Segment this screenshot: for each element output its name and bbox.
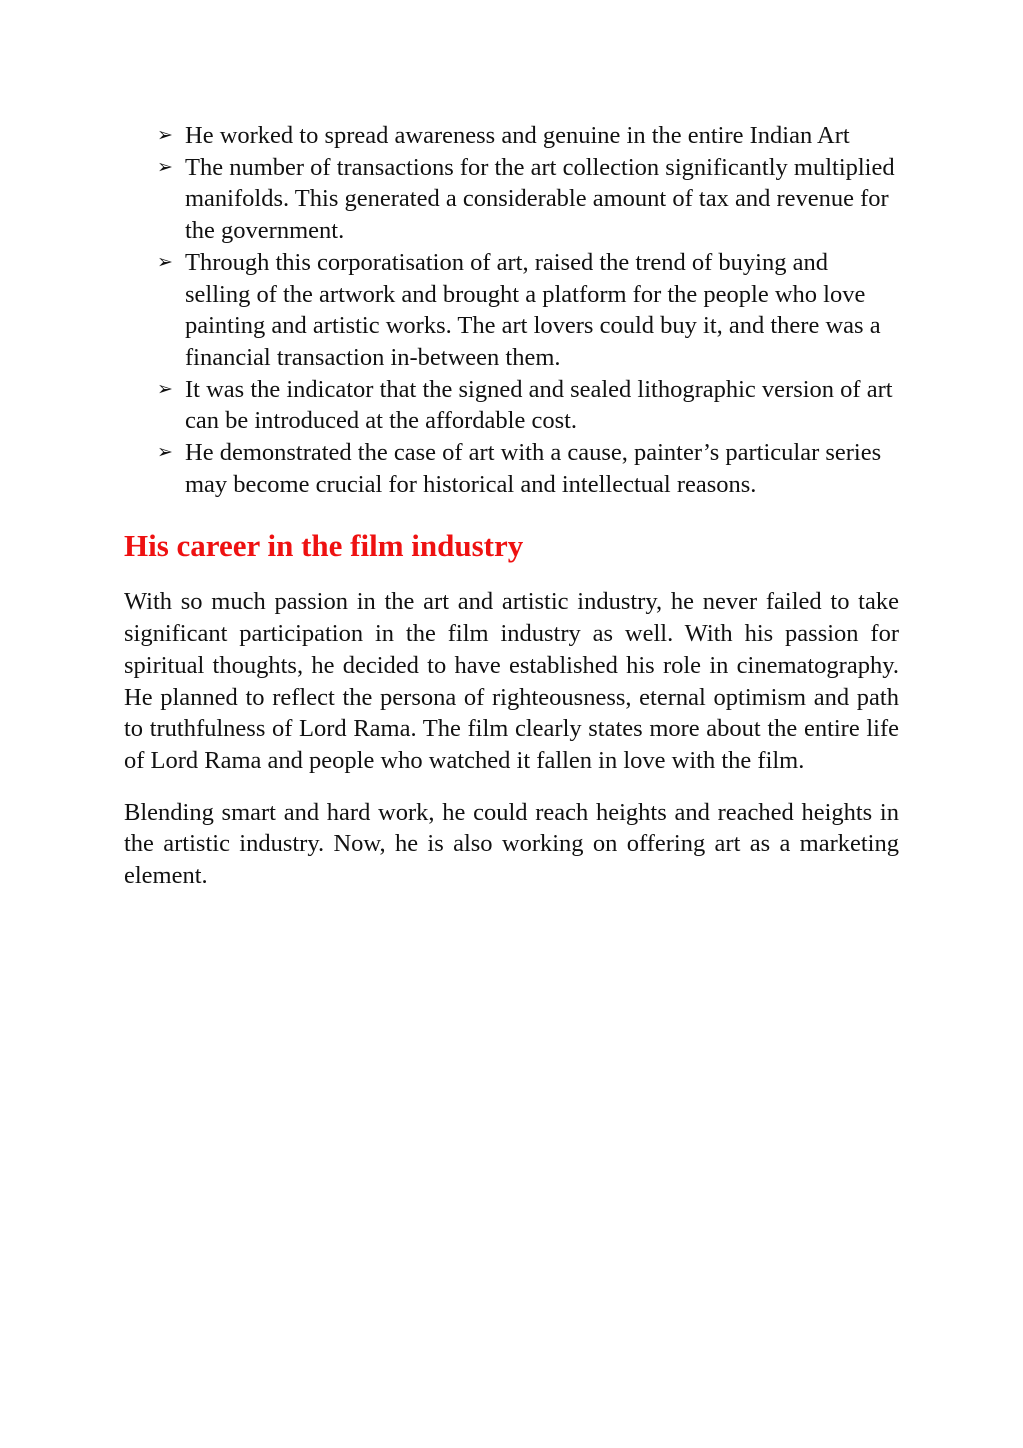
list-item: [157, 152, 899, 247]
section-heading: His career in the film industry: [124, 528, 524, 564]
body-paragraph: Blending smart and hard work, he could reach heights and reached heights in the artistic industry. Now, he is also working on offering art as a marketing element.: [124, 798, 899, 890]
arrowhead-bullet-icon: ➢: [157, 124, 173, 146]
bullet-text: Through this corporatisation of art, raised the trend of buying and selling of the artwork and brought a platform for the people who love painting and artistic works. The art lovers could buy it, and there was a financial transaction in-between them.: [185, 248, 881, 371]
arrowhead-bullet-icon: ➢: [157, 377, 173, 400]
page-content: [124, 120, 899, 892]
arrowhead-bullet-icon: ➢: [157, 250, 173, 273]
arrowhead-bullet-icon: ➢: [157, 155, 173, 178]
list-item: [157, 374, 899, 437]
list-item: [157, 120, 899, 152]
list-item: [157, 437, 899, 500]
arrowhead-bullet-icon: ➢: [157, 441, 173, 464]
body-paragraph: With so much passion in the art and artistic industry, he never failed to take significant participation in the film industry as well. With his passion for spiritual thoughts, he decided to have established his role in cinematography. He planned to reflect the persona of righteousness, eternal optimism and path to truthfulness of Lord Rama. The film clearly states more about the entire life of Lord Rama and people who watched it fallen in love with the film.: [124, 588, 899, 774]
list-item: [157, 247, 899, 374]
bullet-text: The number of transactions for the art collection significantly multiplied manifolds. This generated a considerable amount of tax and revenue for the government.: [185, 153, 895, 245]
bullet-list: [157, 120, 899, 500]
bullet-text: He worked to spread awareness and genuine in the entire Indian Art: [185, 122, 850, 149]
bullet-text: It was the indicator that the signed and sealed lithographic version of art can be introduced at the affordable cost.: [185, 375, 893, 435]
bullet-text: He demonstrated the case of art with a cause, painter’s particular series may become crucial for historical and intellectual reasons.: [185, 439, 882, 498]
